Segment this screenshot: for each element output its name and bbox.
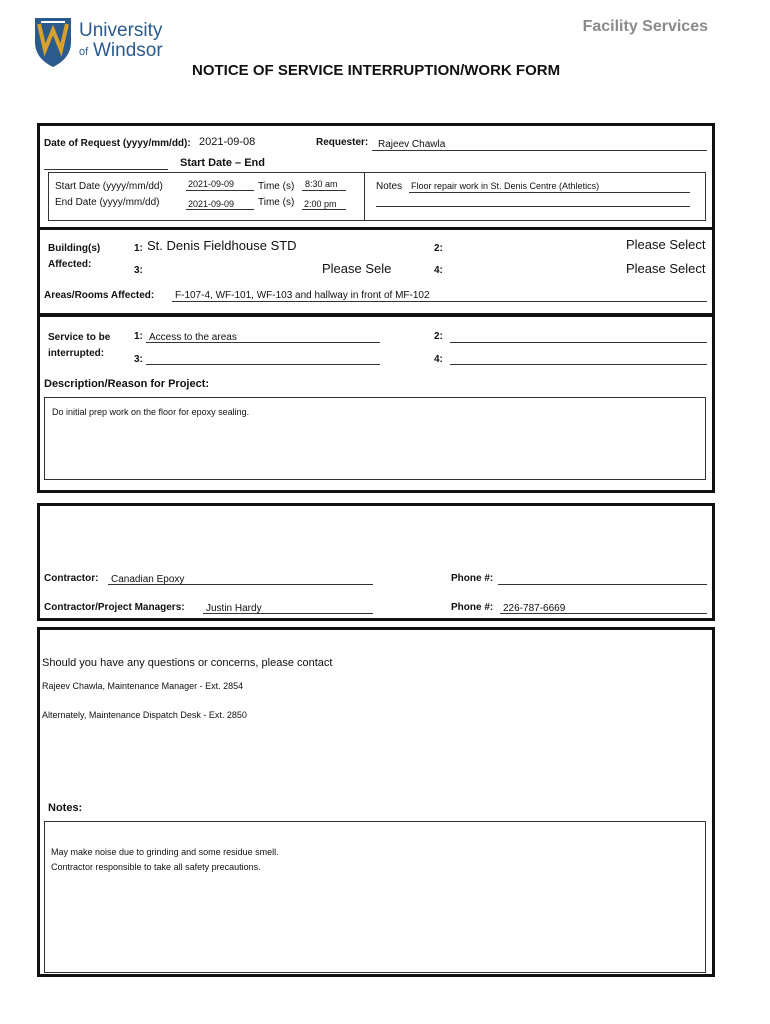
managers-value[interactable]: Justin Hardy: [206, 603, 262, 614]
requester-value[interactable]: Rajeev Chawla: [378, 139, 446, 150]
start-date-label: Start Date (yyyy/mm/dd): [55, 181, 163, 192]
managers-label: Contractor/Project Managers:: [44, 602, 185, 613]
notes-line-2: Contractor responsible to take all safety precautions.: [51, 862, 261, 872]
start-end-heading: Start Date – End: [180, 157, 265, 169]
end-date-value[interactable]: 2021-09-09: [188, 199, 235, 209]
start-time-value[interactable]: 8:30 am: [305, 179, 338, 189]
dates-divider: [364, 172, 365, 221]
notes-value[interactable]: Floor repair work in St. Denis Centre (Athletics): [411, 181, 600, 191]
notes-section-label: Notes:: [48, 802, 83, 814]
contact-line-1: Rajeev Chawla, Maintenance Manager - Ext. 2854: [42, 681, 244, 691]
contractor-value[interactable]: Canadian Epoxy: [111, 574, 185, 585]
building-1-number: 1:: [134, 243, 143, 254]
managers-underline: [203, 613, 373, 614]
notes-line-1: May make noise due to grinding and some residue smell.: [51, 847, 279, 857]
building-4-select[interactable]: Please Select: [626, 261, 706, 276]
notes-box[interactable]: [44, 821, 706, 973]
contact-line-2: Alternately, Maintenance Dispatch Desk - Ext. 2850: [42, 710, 247, 720]
requester-underline: [372, 150, 707, 151]
building-2-number: 2:: [434, 243, 443, 254]
service-label-2: interrupted:: [48, 348, 105, 359]
service-3-number: 3:: [134, 354, 143, 365]
phone-label-1: Phone #:: [451, 573, 494, 584]
notes-underline-2: [376, 206, 690, 207]
end-date-label: End Date (yyyy/mm/dd): [55, 197, 160, 208]
start-time-label: Time (s): [258, 181, 295, 192]
start-date-underline: [186, 190, 254, 191]
contractor-underline: [108, 584, 373, 585]
university-logo: [33, 16, 173, 70]
blank-underline: [44, 169, 168, 170]
buildings-label-2: Affected:: [48, 259, 92, 270]
service-2-number: 2:: [434, 331, 443, 342]
end-time-label: Time (s): [258, 197, 295, 208]
contractor-label: Contractor:: [44, 573, 99, 584]
service-3-underline: [146, 364, 380, 365]
service-1-number: 1:: [134, 331, 143, 342]
phone-label-2: Phone #:: [451, 602, 494, 613]
building-4-number: 4:: [434, 265, 443, 276]
building-3-number: 3:: [134, 265, 143, 276]
areas-rooms-value[interactable]: F-107-4, WF-101, WF-103 and hallway in front of MF-102: [175, 290, 430, 301]
service-4-underline: [450, 364, 707, 365]
date-of-request-label: Date of Request (yyyy/mm/dd):: [44, 138, 191, 149]
description-value: Do initial prep work on the floor for epoxy sealing.: [52, 407, 250, 417]
notes-label: Notes: [376, 181, 403, 192]
building-1-select[interactable]: St. Denis Fieldhouse STD: [147, 238, 297, 253]
end-date-underline: [186, 209, 254, 210]
logo-text-of: of: [79, 46, 89, 58]
logo-text-university: University: [79, 20, 163, 41]
shield-icon: [33, 16, 73, 68]
service-label-1: Service to be: [48, 332, 111, 343]
section-divider: [37, 227, 715, 230]
form-title: NOTICE OF SERVICE INTERRUPTION/WORK FORM: [192, 62, 561, 79]
phone-underline-1: [498, 584, 707, 585]
phone-underline-2: [500, 613, 707, 614]
building-3-select[interactable]: Please Sele: [322, 261, 392, 276]
areas-underline: [172, 301, 707, 302]
end-time-underline: [302, 209, 346, 210]
date-of-request-value[interactable]: 2021-09-08: [199, 136, 256, 148]
notes-underline-1: [409, 192, 690, 193]
start-date-value[interactable]: 2021-09-09: [188, 179, 235, 189]
phone-value-2[interactable]: 226-787-6669: [503, 603, 566, 614]
building-2-select[interactable]: Please Select: [626, 237, 706, 252]
end-time-value[interactable]: 2:00 pm: [304, 199, 337, 209]
service-1-value[interactable]: Access to the areas: [149, 332, 237, 343]
service-1-underline: [146, 342, 380, 343]
buildings-label-1: Building(s): [48, 243, 101, 254]
department-name: Facility Services: [582, 18, 708, 35]
logo-text-windsor: Windsor: [93, 40, 163, 61]
service-4-number: 4:: [434, 354, 443, 365]
areas-rooms-label: Areas/Rooms Affected:: [44, 290, 155, 301]
service-2-underline: [450, 342, 707, 343]
contact-intro: Should you have any questions or concerns, please contact: [42, 657, 333, 669]
start-time-underline: [302, 190, 346, 191]
requester-label: Requester:: [316, 137, 369, 148]
description-label: Description/Reason for Project:: [44, 378, 210, 390]
